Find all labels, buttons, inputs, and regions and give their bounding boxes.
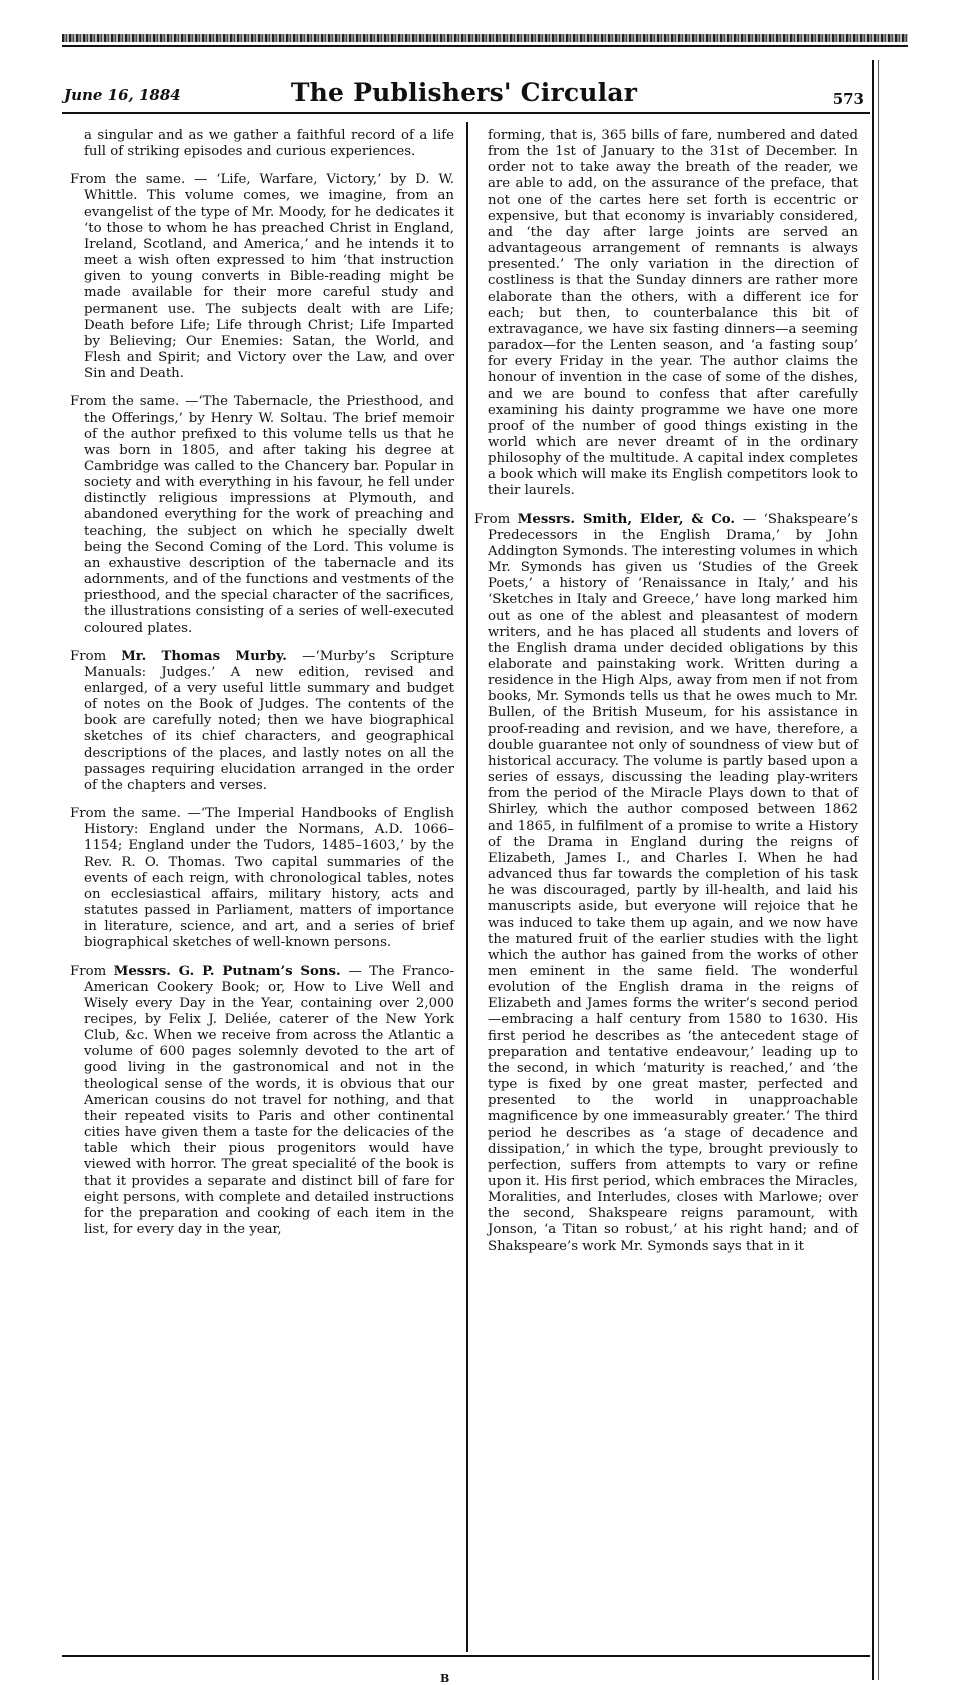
column-divider: [466, 122, 468, 1652]
review-entry: [70, 649, 454, 794]
entry-lead: From: [474, 511, 518, 527]
review-entry: [474, 512, 858, 1255]
running-header: [64, 80, 864, 110]
entry-text: —‘The Imperial Handbooks of English History: England under the Normans, A.D. 1066–1154; England under the Tudors, 1485–1603,’ by the Rev. R. O. Thomas. Two capital summaries of the events of each reign, with chronological tables, notes on ecclesiastical affairs, military history, acts and statutes passed in Parliament, matters of importance in literature, science, and art, and a series of brief biographical sketches of well-known persons.: [84, 806, 455, 951]
entry-text: — ‘Life, Warfare, Victory,’ by D. W. Whittle. This volume comes, we imagine, from an evangelist of the type of Mr. Moody, for he dedicates it ‘to those to whom he has preached Christ in England, Ireland, Scotland, and America,’ and he intends it to meet a wish often expressed to him ‘that instruction given to young converts in Bible-reading might be made available for their more careful study and permanent use. The subjects dealt with are Life; Death before Life; Life through Christ; Life Imparted by Believing; Our Enemies: Satan, the World, and Flesh and Spirit; and Victory over the Law, and over Sin and Death.: [84, 172, 455, 382]
bottom-rule: [62, 1655, 870, 1657]
review-entry: [70, 128, 454, 160]
header-date: June 16, 1884: [64, 86, 181, 104]
page-number: 573: [832, 90, 864, 108]
printer-signature: B: [440, 1672, 450, 1685]
entry-name: Messrs. G. P. Putnam’s Sons.: [113, 963, 349, 979]
review-entry: [70, 806, 454, 951]
journal-title: The Publishers' Circular: [290, 78, 638, 107]
entry-name: Mr. Thomas Murby.: [121, 648, 303, 664]
entry-lead: From the same.: [70, 806, 188, 822]
right-column: [474, 128, 858, 1267]
entry-lead: From the same.: [70, 394, 186, 410]
entry-text: — The Franco-American Cookery Book; or, How to Live Well and Wisely every Day in the Year, containing over 2,000 recipes, by Felix J. Deliée, caterer of the New York Club, &c. When we receive from across the Atlantic a volume of 600 pages solemnly devoted to the art of good living in the gastronomical and not in the theological sense of the words, it is obvious that our American cousins do not travel for nothing, and that their repeated visits to Paris and other continental cities have given them a taste for the delicacies of the table which their pious progenitors would have viewed with horror. The great specialité of the book is that it provides a separate and distinct bill of fare for eight persons, with complete and detailed instructions for the preparation and cooking of each item in the list, for every day in the year,: [84, 963, 454, 1237]
top-rule: [62, 45, 908, 47]
header-rule: [62, 112, 870, 114]
entry-lead: From the same.: [70, 172, 195, 188]
right-border-rule: [872, 60, 874, 1680]
left-column: [70, 128, 454, 1250]
entry-text: —‘Murby’s Scripture Manuals: Judges.’ A new edition, revised and enlarged, of a very useful little summary and budget of notes on the Book of Judges. The contents of the book are carefully noted; then we have biographical sketches of its chief characters, and geographical descriptions of the places, and lastly notes on all the passages requiring elucidation arranged in the order of the chapters and verses.: [84, 648, 454, 793]
entry-text: —‘The Tabernacle, the Priesthood, and the Offerings,’ by Henry W. Soltau. The brief memoir of the author prefixed to this volume tells us that he was born in 1805, and after taking his degree at Cambridge was called to the Chancery bar. Popular in society and with everything in his favour, he fell under distinctly religious impressions at Plymouth, and abandoned everything for the work of preaching and teaching, the subject on which he specially dwelt being the Second Coming of the Lord. This volume is an exhaustive description of the tabernacle and its adornments, and of the functions and vestments of the priesthood, and the special character of the sacrifices, the illustrations consisting of a series of well-executed coloured plates.: [84, 394, 454, 636]
entry-lead: From: [70, 963, 114, 979]
top-ornamental-band: [62, 34, 908, 42]
review-entry: [70, 964, 454, 1239]
review-entry: [70, 172, 454, 382]
right-border-rule-inner: [878, 60, 879, 1680]
review-entry: [474, 128, 858, 500]
entry-name: Messrs. Smith, Elder, & Co.: [517, 511, 743, 527]
entry-text: forming, that is, 365 bills of fare, numbered and dated from the 1st of January to the 31st of December. In order not to take away the breath of the reader, we are able to add, on the assurance of the preface, that not one of the cartes here set forth is eccentric or expensive, but that economy is invariably considered, and ‘the day after large joints are served an advantageous arrangement of remnants is always presented.’ The only variation in the direction of costliness is that the Sunday dinners are rather more elaborate than the others, with a different ice for each; but then, to counterbalance this bit of extravagance, we have six fasting dinners—a seeming paradox—for the Lenten season, and ‘a fasting soup’ for every Friday in the year. The author claims the honour of invention in the case of some of the dishes, and we are bound to confess that after carefully examining his dainty programme we have one more proof of the number of good things existing in the world which are never dreamt of in the ordinary philosophy of the multitude. A capital index completes a book which will make its English competitors look to their laurels.: [488, 128, 858, 499]
entry-text: a singular and as we gather a faithful record of a life full of striking episodes and curious experiences.: [84, 128, 454, 160]
entry-text: — ‘Shakspeare’s Predecessors in the English Drama,’ by John Addington Symonds. The interesting volumes in which Mr. Symonds has given us ‘Studies of the Greek Poets,’ a history of ‘Renaissance in Italy,’ and his ‘Sketches in Italy and Greece,’ have long marked him out as one of the ablest and pleasantest of modern writers, and he has placed all students and lovers of the English drama under decided obligations by this elaborate and painstaking work. Written during a residence in the High Alps, away from men if not from books, Mr. Symonds tells us that he owes much to Mr. Bullen, of the British Museum, for his assistance in proof-reading and revision, and we have, therefore, a double guarantee not only of soundness of view but of historical accuracy. The volume is partly based upon a series of essays, discussing the leading play-writers from the period of the Miracle Plays down to that of Shirley, which the author composed between 1862 and 1865, in fulfilment of a promise to write a History of the Drama in England during the reigns of Elizabeth, James I., and Charles I. When he had advanced thus far towards the completion of his task he was discouraged, partly by ill-health, and laid his manuscripts aside, but everyone will rejoice that he was induced to take them up again, and we now have the matured fruit of the earlier studies with the light which the author has gained from the works of other men eminent in the same field. The wonderful evolution of the English drama in the reigns of Elizabeth and James forms the writer’s second period—embracing a half century from 1580 to 1630. His first period he describes as ‘the antecedent stage of preparation and tentative endeavour,’ leading up to the second, in which ‘maturity is reached,’ and ‘the type is fixed by one great master, perfected and presented to the world in unapproachable magnificence by one immeasurably greater.’ The third period he describes as ‘a stage of decadence and dissipation,’ in which the type, brought previously to perfection, suffers from attempts to vary or refine upon it. His first period, which embraces the Miracles, Moralities, and Interludes, closes with Marlowe; over the second, Shakspeare reigns paramount, with Jonson, ‘a Titan so robust,’ at his right hand; and of Shakspeare’s work Mr. Symonds says that in it: [488, 511, 858, 1254]
review-entry: [70, 394, 454, 636]
entry-lead: From: [70, 648, 122, 664]
